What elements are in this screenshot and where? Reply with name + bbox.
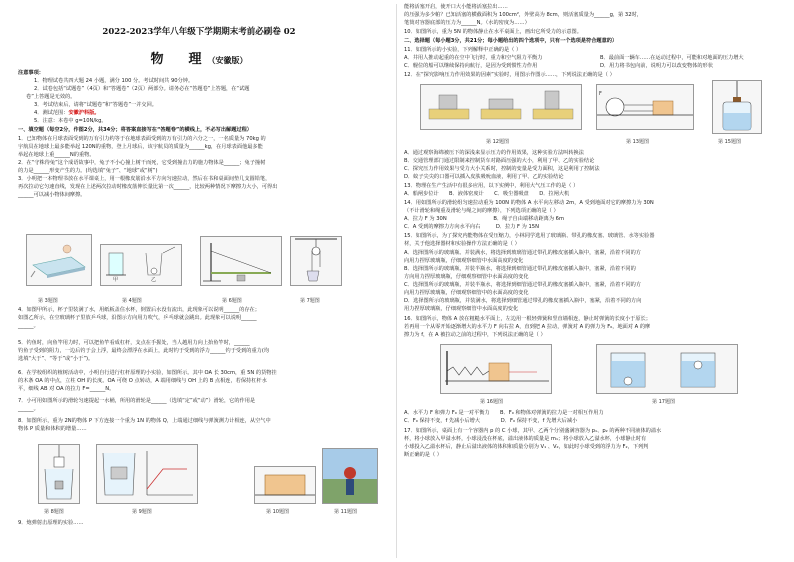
question-line: ______。: [18, 406, 39, 412]
outdoor-photo: [323, 449, 377, 503]
figure-caption: 第 16题图: [480, 399, 503, 405]
question-line: 11．如图所示的小实验，下列解释中正确的是（ ）: [404, 47, 522, 53]
figure-q9: [96, 444, 198, 504]
question-line: 能将活塞开启，使开口大小能将活塞拉出……: [404, 4, 508, 10]
question-line: ______可以减小物体间摩擦。: [18, 192, 86, 198]
option-line: A．选择图所示的玻璃瓶、并装满水，将选择到玻璃管通过带孔的橡皮塞插入瓶中，塞紧，沿着不同的方: [404, 250, 641, 256]
figure-q16: [440, 344, 552, 394]
figure-q10: [254, 466, 316, 504]
question-line: 13．物理在生产生活中有很多应用，以下实例中，利用大气压工作的是（ ）: [404, 183, 579, 189]
question-line: 物体 P 质量和体积的增量……: [18, 426, 87, 432]
notice-item: 3．考试结束后，请将“试题卷”和“答题卷”一并交回。: [34, 102, 157, 108]
option-line: C．舰位的船可以继续保持向航行，是因为受到惯性力作用: [404, 63, 538, 69]
left-column: [4, 0, 394, 562]
exam-subject: [4, 48, 394, 67]
notice-heading: 注意事项：: [18, 70, 44, 76]
option-line: C．探究压力作用效果与受力大小关系时，控制的变量是受力面积，这是利用了控制法: [404, 166, 600, 172]
notice-item: 5．注意：本卷中 g=10N/kg。: [34, 118, 107, 124]
label-yi: 乙: [151, 277, 157, 283]
notice-item: 1．物理试卷共四大题 24 小题，满分 100 分。考试时间共 90分钟。: [34, 78, 194, 84]
sponge-pressure-illustration: [421, 85, 581, 129]
question-line: 7．小可用如图所示的滑轮匀速提起一水桶，所用的滑轮是______（选填“定”或“动”）滑轮，它的作用是: [18, 398, 256, 404]
question-line: 如图乙所示，在空玻璃杯子里放乒乓球，沿图示方向用力吹气，乒乓球就会跳出。此现象可以说明______: [18, 315, 257, 321]
question-line: 15．如图所示，为了探究内能物体在受压缩力，小林同学选用了玻璃瓶、带孔的橡皮塞、玻璃管、水等实验器: [404, 233, 655, 239]
option-line: D．用力将书包向前，说明力可以改变物体的形状: [600, 63, 713, 69]
question-line: 宇航员在地球上最多能举起 120N的重物，登上月球后，该宇航员的质量为______kg，在月球表面他最多能: [18, 144, 263, 150]
notice-item: 2．试卷包括“试题卷”（4页）和“答题卷”（2页）两部分。请务必在“答题卷”上答题，在“试题: [34, 86, 250, 92]
question-line: 的木条 OA 的中点，立柱 OH 的长度。OA 可绕 O 点转动，A 端用细线与 OH 上的 B 点相连，若保持杠杆水: [18, 378, 267, 384]
question-line: （不计滑轮和绳重及滑轮与绳之间的摩擦），下列选项正确的是（ ）: [404, 208, 559, 214]
option-line: A．船闸步位计 B．液体密度计 C．吸尘器吸盘 D．拉闸大机: [404, 191, 570, 197]
question-line: 1．已知物体在月球表面受到的万有引力约等于在地球表面受到的万有引力的六分之一，一名质量为 70kg 的: [18, 136, 266, 142]
spring-scale-illustration: [39, 445, 79, 503]
figure-caption: 第 10题图: [266, 509, 289, 515]
option-line: A．通过观察海绵被压下的深浅来显示压力的作用效果，这种实验方法叫转换法: [404, 150, 584, 156]
beaker-and-graph-illustration: [97, 445, 197, 503]
figure-q3: [26, 234, 92, 286]
question-line: 举起在地球上重______N的重物。: [18, 152, 95, 158]
figure-q8: [38, 444, 80, 504]
overflow-cups-illustration: [597, 345, 737, 393]
option-line: B．最前面一辆车……在运动过程中，可能和对地面的压力增大: [600, 55, 744, 61]
notice-item: 卷”上答题是无效的。: [26, 94, 76, 100]
question-line: 16．如图所示，物体 A 放在粗糙水平面上，左边用一根轻弹簧和竖直墙相连，静止时弹簧的长度小于原长；: [404, 316, 651, 322]
option-line: A．水平力 F 和弹力 F₀ 是一对平衡力 B．F₀ 和物体对弹簧的拉力是一对相互作用力: [404, 410, 604, 416]
option-line: 向用力捏厚玻璃瓶，仔细观察细管中的水面高度的变化: [404, 290, 529, 296]
option-line: A．拉力 F 为 30N B．绳子自由端移动距离为 6m: [404, 216, 565, 222]
question-line: 的力是______形变产生的力。(均选填“兔子”、“地球”或“树”): [18, 168, 158, 174]
figure-q15: [712, 80, 762, 134]
question-line: 若再用一个从零开始逐渐增大的水平力 F 向右拉 A，直到把 A 拉动，弹簧对 A 的弹力为 F₀，地面对 A 的摩: [404, 324, 651, 330]
option-line: 向用力捏厚玻璃瓶，仔细观察细管中水面高度的变化: [404, 258, 524, 264]
figure-q7: [290, 236, 342, 286]
question-line: 17．如图所示，桌面上有一个容器内 p 的 C 小球，其甲、乙两个分别盛满容器为 p₁、p₂ 的两种不同液体的溢水: [404, 428, 662, 434]
figure-q4: [100, 244, 182, 286]
figure-caption: 第 4题图: [122, 298, 142, 304]
pulley-bucket-illustration: [291, 237, 341, 285]
block-on-table-illustration: [255, 467, 315, 503]
figure-caption: 第 13题图: [626, 139, 649, 145]
subject-edition: （安徽版）: [207, 55, 248, 65]
figure-q6: [200, 236, 282, 286]
question-line: 14．用如图所示的滑轮组匀速拉动重为 100N 的物体 A 水平向左移动 2m，A 受到地面对它的摩擦力为 30N: [404, 200, 654, 206]
question-line: 杯，将小球放入甲溢水杯，小球浸没在杯底，溢出液体的质量是 m₁；将小球放入乙溢水杯，小球静止时有: [404, 436, 647, 442]
subject-name: 物 理: [150, 52, 208, 67]
option-line: D．选择图所示的玻璃瓶，并装满水，将选择到细管通过带孔的橡皮塞插入瓶中，塞紧，沿着不同的方向: [404, 298, 642, 304]
section2-heading: 二、选择题（每小题3分，共21分；每小题给出的四个选项中，只有一个选项是符合题意的）: [404, 38, 618, 44]
bottle-with-tube-illustration: [713, 81, 761, 133]
question-line: 擦力为 f，在 A 被拉动之前的过程中，下列说法正确的是（ ）: [404, 332, 546, 338]
figure-q12: [420, 84, 582, 130]
figure-q17: [596, 344, 738, 394]
question-line: 3．小明把一本物理书放在水平课桌上，用一根橡皮筋沿水平方向匀速拉动，然后在书和桌面间垫几支圆铅笔，: [18, 176, 271, 182]
book-on-desk-illustration: [27, 235, 91, 285]
figure-caption: 第 9题图: [132, 509, 152, 515]
option-line: 用力捏厚玻璃瓶，仔细观察细管中水面高度的变化: [404, 306, 519, 312]
question-line: ______。: [18, 323, 39, 329]
question-line: 的压强为多少帕？已知活塞的横截面积为 100cm²，外壁高为 8cm，则活塞质量为______g，第 32时，: [404, 12, 642, 18]
question-line: 4．如图甲所示，杯子里装满了水，用纸板盖住水杯，倒置后水没有流出，此现象可以说明______的存在；: [18, 307, 260, 313]
question-line: 小球投入乙溢水杯后，静止后溢出液体的体积和质量分别为 V₁ 、V₂，如此时小球受到的浮力为 F₂，下列判: [404, 444, 649, 450]
option-line: C．选择图所示的玻璃瓶，并装半瓶水，将选择到细管通过带孔的橡皮塞插入瓶中，塞紧，沿着不同的方: [404, 282, 642, 288]
figure-caption: 第 3题图: [38, 298, 58, 304]
spring-block-illustration: [441, 345, 551, 393]
label-jia: 甲: [113, 277, 119, 283]
exam-title: 2022-2023学年八年级下学期期末考前必刷卷 02: [102, 27, 296, 37]
force-label: F: [599, 91, 602, 97]
figure-q13: [596, 84, 694, 130]
question-line: 2．在“守株待兔”这个成语故事中，兔子不小心撞上树干而死，它受到撞击力的施力物体是______；兔子撞树: [18, 160, 266, 166]
question-line: 材，关于他选择器材和实验操作方法正确的是（ ）: [404, 241, 520, 247]
figure-caption: 第 7题图: [300, 298, 320, 304]
option-line: B．选择图所示的玻璃瓶，并装半瓶水，将选择到细管通过带孔的橡皮塞插入瓶中，塞紧，沿着不同的: [404, 266, 636, 272]
question-line: 平，细线 AB 对 OA 的拉力 F=______N。: [18, 386, 115, 392]
option-line: C．F₀ 保持不变，f 先减小后增大 D．F₀ 保持不变，f 先增大后减小: [404, 418, 578, 424]
section1-heading: 一、填空题（每空2分，作图2分，共34分；将答案直接写在“答题卷”的横线上，不必写出解题过程）: [18, 127, 252, 133]
figure-caption: 第 6题图: [222, 298, 242, 304]
notice-item: 4．测试范围：安徽沪科版。: [34, 110, 100, 116]
question-line: 5．钓鱼时，向鱼竿用力时，可以把鱼竿看成杠杆，支点在手握处，当人越用力向上抬鱼竿时，______: [18, 340, 250, 346]
question-line: 9．炮弹射击原理的实验……: [18, 520, 84, 526]
column-divider: [396, 4, 397, 558]
option-line: 方向用力捏厚玻璃瓶，仔细观察细管中水面高度的变化: [404, 274, 529, 280]
question-line: 笔筒对容器底部的压力为______N。（水的密度为……）: [404, 20, 530, 26]
question-line: 再次拉动它匀速直线，发现在上述两次拉动时橡皮筋伸长量比第一次______，比较两种情况下摩擦力大小，可得出: [18, 184, 278, 190]
option-line: A．井用人推动起重的在空中飞行时，重力和空气阻力平衡力: [404, 55, 543, 61]
figure-caption: 第 8题图: [44, 509, 64, 515]
right-column: [400, 0, 790, 562]
figure-caption: 第 11题图: [334, 509, 357, 515]
test-range-highlight: 安徽沪科版。: [68, 110, 100, 116]
option-line: B．交通管理部门通过限制来控制货车对路面压强的大小，利用了甲、乙的实验结论: [404, 158, 595, 164]
figure-caption: 第 12题图: [486, 139, 509, 145]
figure-caption: 第 15题图: [718, 139, 741, 145]
option-line: D．蚊子尖尖的口器可以插入皮肤吸吮血液，利用了甲、乙的实验结论: [404, 174, 564, 180]
option-line: C．A 受到的摩擦力方向水平向右 D．拉力 F 为 15N: [404, 224, 539, 230]
question-line: 断正确的是（ ）: [404, 452, 442, 458]
question-line: 8．如图所示，重为 2N的物体 P 下方连接一个重为 1N 的物体 Q，上端通过细线与弹簧测力计相连，从空气中: [18, 418, 271, 424]
question-line: 选填“大于”、“等于”或“小于”)。: [18, 356, 94, 362]
question-line: 6．在学校组织的植树活动中，小明自行进行杠杆原理的小实验，如图所示。其中 OA 长 30cm，重 5N 的货物挂: [18, 370, 277, 376]
figure-caption: 第 17题图: [652, 399, 675, 405]
question-line: 10．如图所示，重为 5N 的物体静止在水平桌面上，画出它所受力的示意图。: [404, 29, 582, 35]
lever-illustration: [201, 237, 281, 285]
question-line: 钓鱼子受到的阻力，一边后钓于会上浮，最终会漂浮在水面上，此时钓于受到的浮力______钓于受到的重力(均: [18, 348, 270, 354]
figure-q11: [322, 448, 378, 504]
pulley-block-illustration: [597, 85, 693, 129]
question-line: 12．在“探究影响压力作用效果的因素”实验时，用图示作图示……，下列说法正确的是（ ）: [404, 72, 615, 78]
